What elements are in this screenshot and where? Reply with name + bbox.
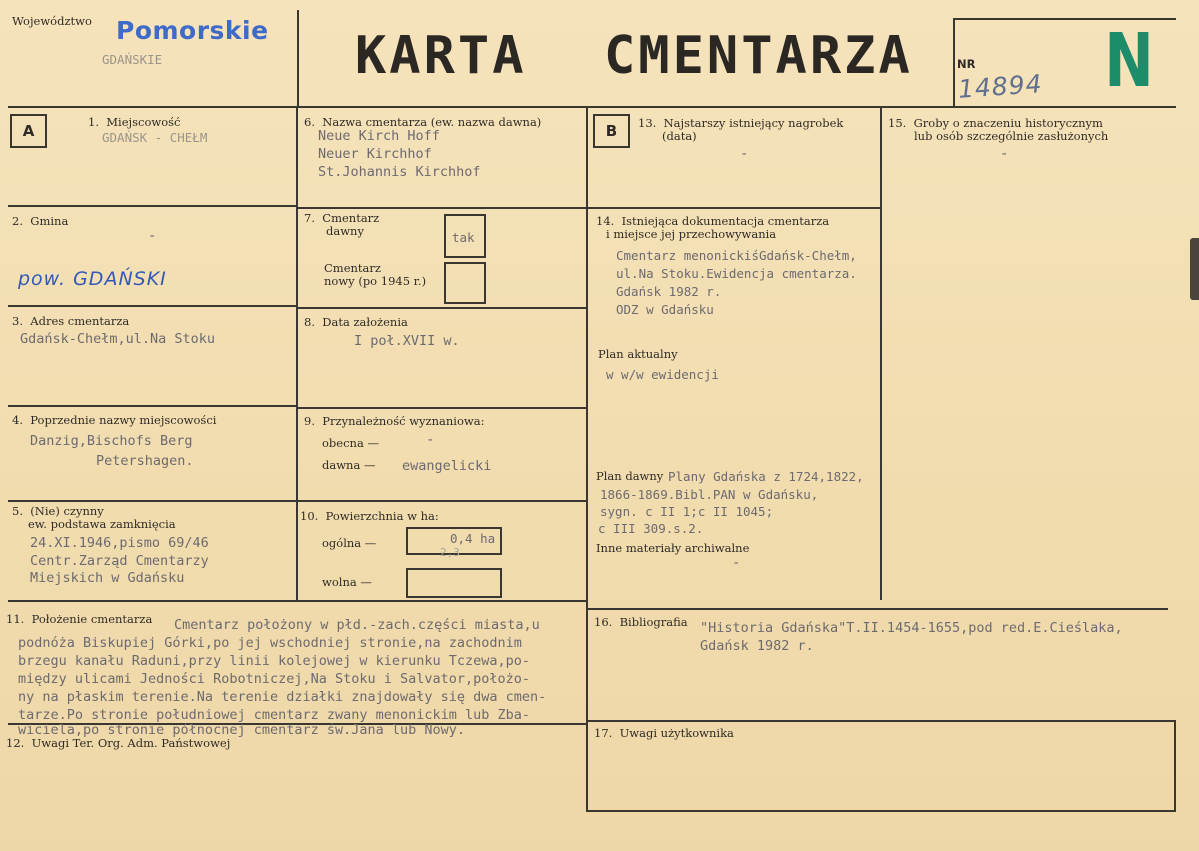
field-13-value: - [740,146,749,162]
wojewodztwo-typed: GDAŃSKIE [102,52,163,67]
field-16-label: 16. Bibliografia [594,615,688,629]
field-11-line-5: ny na płaskim terenie.Na terenie działki znajdowały się dwa cmen- [18,689,547,705]
row-line [296,207,586,209]
field-2-value: - [148,228,157,244]
field-10-wolna-label: wolna — [322,575,372,589]
field-5-value-line2: Centr.Zarząd Cmentarzy [30,553,209,569]
right-edge-rule [1174,720,1176,812]
field-16-value-line1: "Historia Gdańska"T.II.1454-1655,pod red.E.Cieślaka, [700,620,1123,636]
field-15-label-line1: 15. Groby o znaczeniu historycznym [888,116,1103,130]
field-2-label: 2. Gmina [12,214,69,228]
field-4-value-line2: Petershagen. [96,453,194,469]
title-cmentarza: CMENTARZA [604,26,913,86]
field-3-label: 3. Adres cmentarza [12,314,130,328]
field-2-handwritten: pow. GDAŃSKI [18,268,167,290]
row-line [8,500,296,502]
field-14-line-2: ul.Na Stoku.Ewidencja cmentarza. [616,266,857,281]
field-14-plan-dawny-line-1: Plany Gdańska z 1724,1822, [668,469,864,484]
nr-letter: N [1104,18,1154,104]
col-divider-3 [880,106,882,600]
field-15-label-line2: lub osób szczególnie zasłużonych [914,129,1109,143]
field-10-wolna-box [406,568,502,598]
field-6-label: 6. Nazwa cmentarza (ew. nazwa dawna) [304,115,542,129]
field-1-label: 1. Miejscowość [88,115,181,129]
field-4-value-line1: Danzig,Bischofs Berg [30,433,193,449]
field-14-plan-dawny-line-4: c III 309.s.2. [598,521,704,536]
field-14-label-line1: 14. Istniejąca dokumentacja cmentarza [596,214,830,228]
row-line [586,720,1176,722]
row-line [8,205,296,207]
row-line [8,305,296,307]
field-10-ogolna-label: ogólna — [322,536,377,550]
field-10-label: 10. Powierzchnia w ha: [300,509,439,523]
field-14-plan-aktualny-label: Plan aktualny [598,347,678,361]
field-15-value: - [1000,146,1009,162]
field-7-checkbox-old [444,214,486,258]
field-5-label-line1: 5. (Nie) czynny [12,504,104,518]
row-line [586,810,1176,812]
wojewodztwo-stamp: Pomorskie [116,16,269,45]
field-14-line-1: Cmentarz menonickiśGdańsk-Chełm, [616,248,857,263]
field-11-label: 11. Położenie cmentarza [6,612,153,626]
field-9-obecna-label: obecna — [322,436,379,450]
field-6-value-line3: St.Johannis Kirchhof [318,164,481,180]
field-14-plan-dawny-line-3: sygn. c II 1;c II 1045; [600,504,774,519]
field-7-checkbox-new [444,262,486,304]
field-14-label-line2: i miejsce jej przechowywania [606,227,777,241]
field-14-line-3: Gdańsk 1982 r. [616,284,722,299]
field-11-line-2: podnóża Biskupiej Górki,po jej wschodniej stronie,na zachodnim [18,635,522,651]
field-14-line-4: ODZ w Gdańsku [616,302,714,317]
row-line [8,405,296,407]
col-divider-1 [296,106,298,600]
field-7-check-value: tak [452,230,475,245]
field-5-value-line3: Miejskich w Gdańsku [30,570,185,586]
row-line [296,307,586,309]
field-9-dawna-label: dawna — [322,458,376,472]
field-9-label: 9. Przynależność wyznaniowa: [304,414,485,428]
field-9-obecna-value: - [426,432,435,448]
field-14-inne-value: - [732,555,741,571]
field-6-value-line1: Neue Kirch Hoff [318,128,440,144]
nr-value: 14894 [957,69,1044,104]
field-14-plan-dawny-label: Plan dawny [596,469,664,483]
section-rule-lower [586,608,1168,610]
title-karta: KARTA [355,26,527,86]
field-5-label-line2: ew. podstawa zamknięcia [28,517,176,531]
field-14-plan-dawny-line-2: 1866-1869.Bibl.PAN w Gdańsku, [600,487,819,502]
field-10-ogolna-overtype: 2,3 [440,546,460,559]
field-8-label: 8. Data założenia [304,315,408,329]
row-line [586,207,880,209]
col-divider-2 [586,106,588,812]
field-12-label: 12. Uwagi Ter. Org. Adm. Państwowej [6,736,231,750]
nr-box-left [953,18,955,106]
wojewodztwo-label: Województwo [12,14,92,28]
field-6-value-line2: Neuer Kirchhof [318,146,432,162]
field-7-label-line2: dawny [326,224,364,238]
header-divider [297,10,299,106]
field-8-value: I poł.XVII w. [354,333,460,349]
field-14-inne-label: Inne materiały archiwalne [596,541,750,555]
field-13-label-line1: 13. Najstarszy istniejący nagrobek [638,116,844,130]
field-17-label: 17. Uwagi użytkownika [594,726,734,740]
row-line [296,500,586,502]
field-14-plan-aktualny-value: w w/w ewidencji [606,367,719,382]
field-1-value: GDAŃSK - CHEŁM [102,130,208,145]
field-11-line-6: tarze.Po stronie południowej cmentarz zwany menonickim lub Zba- [18,707,531,723]
nr-label: NR [957,57,976,71]
row-line [296,407,586,409]
field-13-label-line2: (data) [662,129,697,143]
field-11-line-4: między ulicami Jedności Robotniczej,Na Stoku i Salvator,położo- [18,671,531,687]
field-10-ogolna-value: 0,4 ha [450,531,496,546]
section-rule-lower [8,600,586,602]
field-7-label-line1: 7. Cmentarz [304,211,380,225]
field-11-line-1: Cmentarz położony w płd.-zach.części miasta,u [174,617,540,633]
field-7-label-line4: nowy (po 1945 r.) [324,274,427,288]
header-rule [8,106,1176,108]
section-a-box: A [10,114,47,148]
field-5-value-line1: 24.XI.1946,pismo 69/46 [30,535,209,551]
edge-mark [1190,238,1199,300]
field-4-label: 4. Poprzednie nazwy miejscowości [12,413,217,427]
section-b-box: B [593,114,630,148]
field-11-line-3: brzegu kanału Raduni,przy linii kolejowej w kierunku Tczewa,po- [18,653,531,669]
field-7-label-line3: Cmentarz [324,261,381,275]
field-9-dawna-value: ewangelicki [402,458,492,474]
field-11-line-7: wiciela,po stronie północnej cmentarz św.Jana lub Nowy. [18,722,466,738]
field-16-value-line2: Gdańsk 1982 r. [700,638,814,654]
field-3-value: Gdańsk-Chełm,ul.Na Stoku [20,331,216,347]
